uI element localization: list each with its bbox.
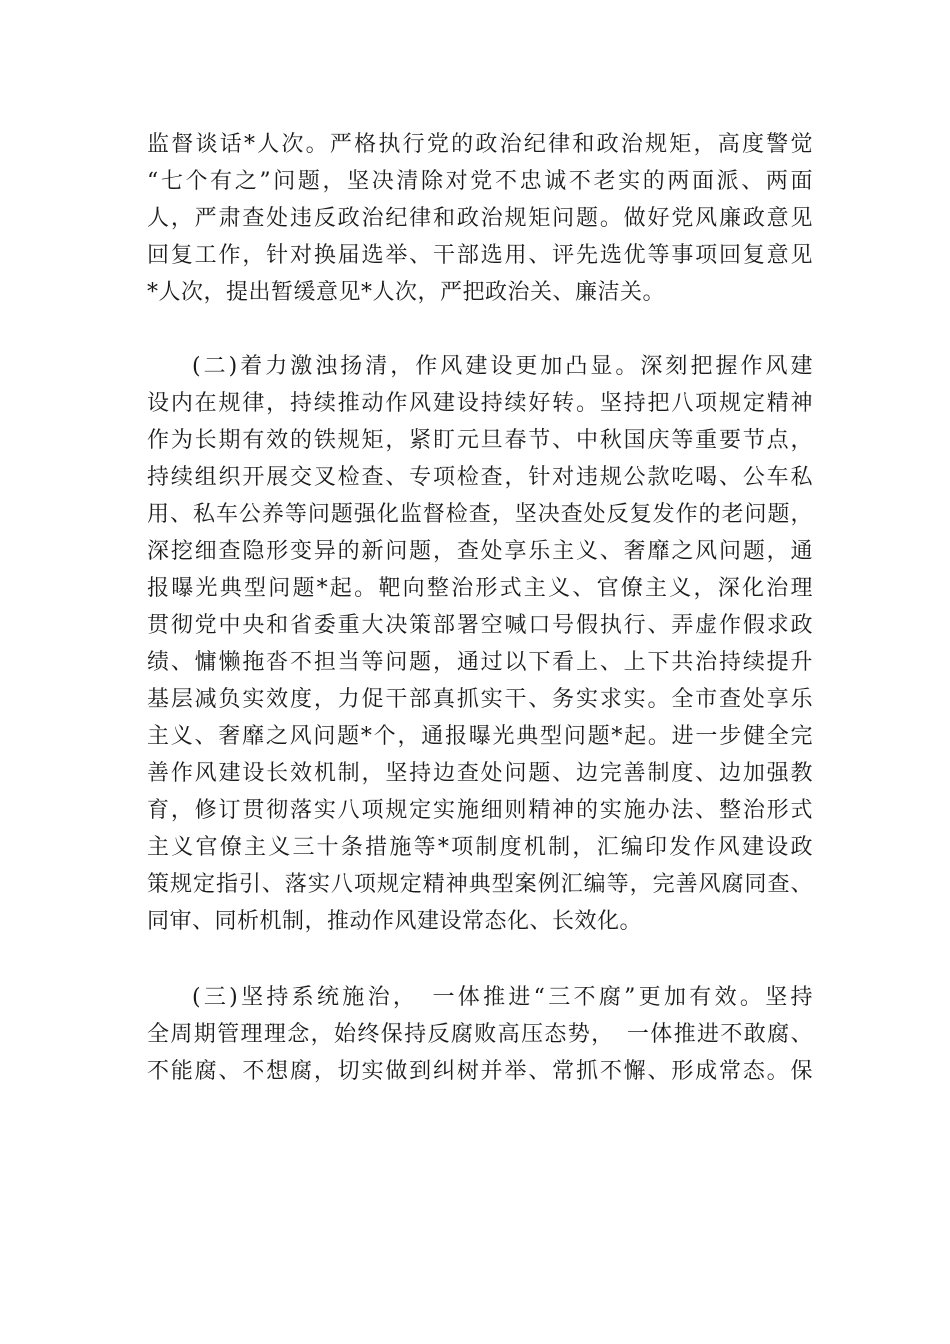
- text-line: (二)着力激浊扬清，作风建设更加凸显。深刻把握作风建: [192, 354, 813, 379]
- text-line: 绩、慵懒拖沓不担当等问题，通过以下看上、上下共治持续提升: [147, 650, 813, 675]
- text-line: 策规定指引、落实八项规定精神典型案例汇编等，完善风腐同查、: [147, 872, 813, 897]
- text-line: 基层减负实效度，力促干部真抓实干、务实求实。全市查处享乐: [147, 687, 813, 712]
- text-line: 不能腐、不想腐，切实做到纠树并举、常抓不懈、形成常态。保: [147, 1059, 813, 1084]
- text-line: 育，修订贯彻落实八项规定实施细则精神的实施办法、整治形式: [147, 798, 813, 823]
- text-line: 监督谈话*人次。严格执行党的政治纪律和政治规矩，高度警觉: [147, 132, 813, 157]
- text-line: 人，严肃查处违反政治纪律和政治规矩问题。做好党风廉政意见: [147, 206, 813, 231]
- text-line: 报曝光典型问题*起。靶向整治形式主义、官僚主义，深化治理: [147, 576, 813, 601]
- text-line: 设内在规律，持续推动作风建设持续好转。坚持把八项规定精神: [147, 391, 813, 416]
- text-line: 贯彻党中央和省委重大决策部署空喊口号假执行、弄虚作假求政: [147, 613, 813, 638]
- text-line: 主义、奢靡之风问题*个，通报曝光典型问题*起。进一步健全完: [147, 724, 813, 749]
- text-line: 善作风建设长效机制，坚持边查处问题、边完善制度、边加强教: [147, 761, 813, 786]
- text-line: 用、私车公养等问题强化监督检查，坚决查处反复发作的老问题，: [147, 502, 813, 527]
- text-line: 深挖细查隐形变异的新问题，查处享乐主义、奢靡之风问题，通: [147, 539, 813, 564]
- text-line: 持续组织开展交叉检查、专项检查，针对违规公款吃喝、公车私: [147, 465, 813, 490]
- text-line: 主义官僚主义三十条措施等*项制度机制，汇编印发作风建设政: [147, 835, 813, 860]
- text-line: 作为长期有效的铁规矩，紧盯元旦春节、中秋国庆等重要节点，: [147, 428, 813, 453]
- text-line: *人次，提出暂缓意见*人次，严把政治关、廉洁关。: [147, 280, 666, 305]
- text-line: 全周期管理理念，始终保持反腐败高压态势， 一体推进不敢腐、: [147, 1022, 813, 1047]
- text-line: 回复工作，针对换届选举、干部选用、评先选优等事项回复意见: [147, 243, 813, 268]
- text-line: “七个有之”问题，坚决清除对党不忠诚不老实的两面派、两面: [147, 169, 813, 194]
- text-line: (三)坚持系统施治， 一体推进“三不腐”更加有效。坚持: [192, 985, 813, 1010]
- text-line: 同审、同析机制，推动作风建设常态化、长效化。: [147, 909, 643, 934]
